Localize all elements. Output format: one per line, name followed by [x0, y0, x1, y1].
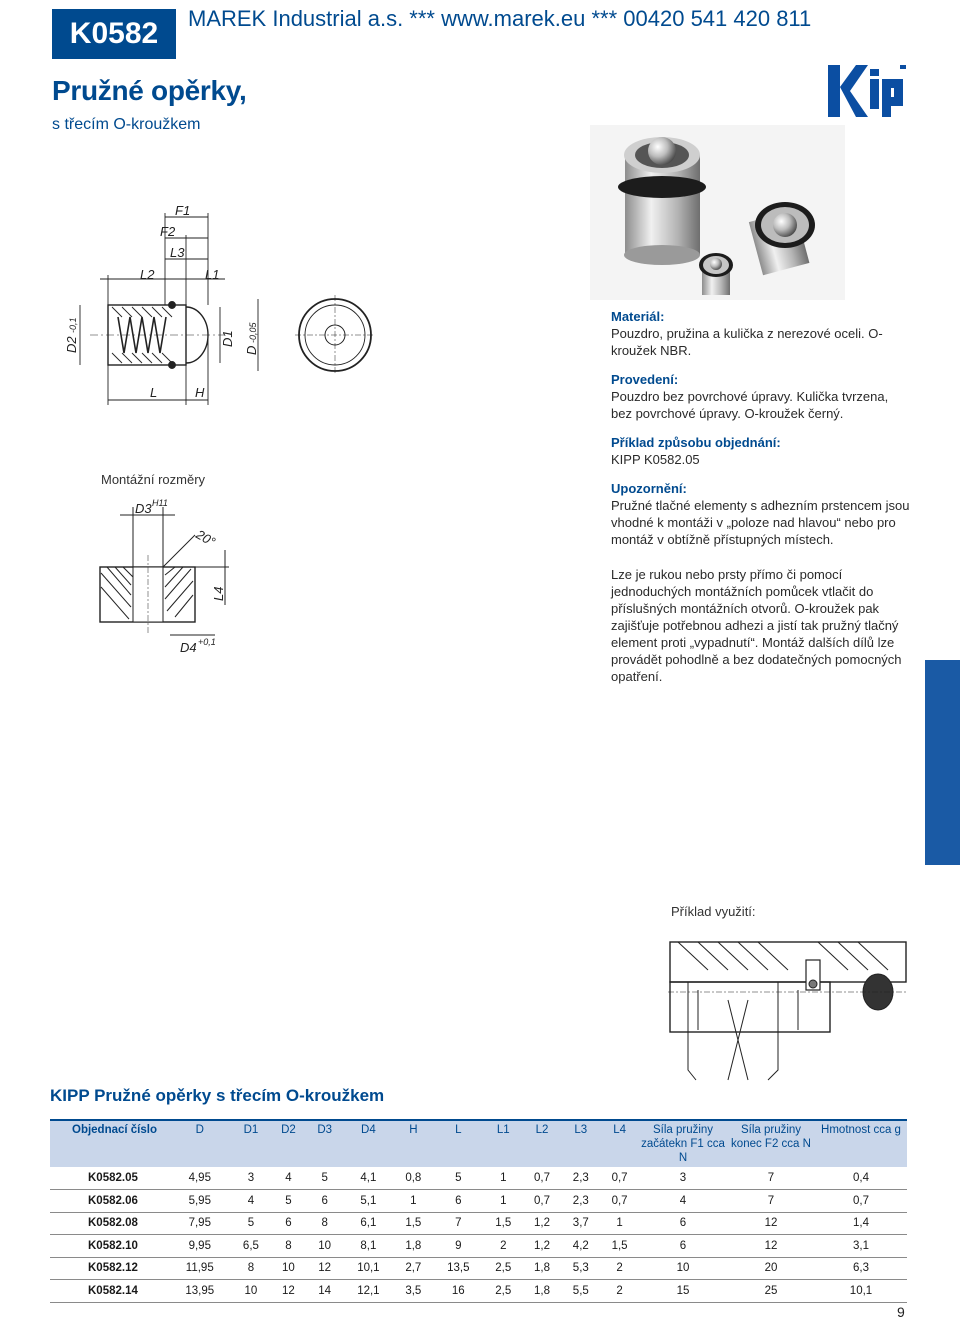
table-title [50, 1086, 384, 1106]
table-cell: 12 [307, 1257, 343, 1280]
table-cell: 2,3 [561, 1190, 600, 1213]
design-text: Pouzdro bez povrchové úpravy. Kulička tvrzena, bez povrchové úpravy. O-kroužek černý. [611, 389, 889, 421]
table-cell: 5,1 [343, 1190, 394, 1213]
table-cell: 6 [433, 1190, 484, 1213]
order-number-cell: K0582.08 [50, 1212, 168, 1235]
table-cell: 3,1 [815, 1235, 907, 1258]
col-header-order: Objednací číslo [72, 1124, 157, 1136]
page-title: Pružné opěrky, [52, 75, 247, 106]
table-cell: 6,1 [343, 1212, 394, 1235]
table-cell: 1,4 [815, 1212, 907, 1235]
label-l: L [150, 385, 158, 400]
table-row [50, 1212, 907, 1235]
table-cell: 6 [639, 1235, 727, 1258]
assembly-paragraph: Lze je rukou nebo prsty přímo či pomocí jednoduchých montážních pomůcek vtlačit do příslušných montážních otvorů. O-kroužek pak zajišťuje potřebnou adhezi a jistí tak pružný tlačný element proti „vypadnutí“. Montáž dalších dílů lze provádět pohodlně a bez dodatečných pomocných opatření. [611, 567, 902, 684]
label-d3-tol: H11 [152, 498, 168, 508]
table-cell: 1 [600, 1212, 639, 1235]
table-cell: 1,8 [394, 1235, 433, 1258]
table-cell: 5,3 [561, 1257, 600, 1280]
material-text: Pouzdro, pružina a kulička z nerezové oceli. O-kroužek NBR. [611, 326, 883, 358]
table-cell: 20 [727, 1257, 815, 1280]
table-cell: 15 [639, 1280, 727, 1303]
order-number-cell: K0582.12 [50, 1257, 168, 1280]
table-cell: 11,95 [168, 1257, 232, 1280]
table-cell: 8 [232, 1257, 271, 1280]
col-header-d2: D2 [281, 1124, 296, 1136]
table-cell: 3,7 [561, 1212, 600, 1235]
label-f2: F2 [160, 224, 176, 239]
company-banner: MAREK Industrial a.s. *** www.marek.eu *** 00420 541 420 811 [188, 6, 812, 31]
table-row [50, 1190, 907, 1213]
order-heading: Příklad způsobu objednání: [611, 435, 781, 450]
label-l2: L2 [140, 267, 155, 282]
usage-example-label: Příklad využití: [671, 904, 756, 919]
table-cell: 9,95 [168, 1235, 232, 1258]
table-cell: 4,2 [561, 1235, 600, 1258]
col-header-l: L [455, 1124, 462, 1136]
label-h: H [195, 385, 205, 400]
front-view-drawing [295, 295, 385, 380]
table-cell: 0,7 [600, 1190, 639, 1213]
label-f1: F1 [175, 203, 191, 218]
label-d2-tol: -0,1 [68, 317, 78, 333]
page-subtitle: s třecím O-kroužkem [52, 116, 201, 133]
table-cell: 12,1 [343, 1280, 394, 1303]
label-l1: L1 [205, 267, 220, 282]
table-cell: 6,3 [815, 1257, 907, 1280]
col-header-l1: L1 [496, 1124, 510, 1136]
table-cell: 7 [727, 1167, 815, 1190]
sidebar-marker [925, 660, 960, 865]
order-number-cell: K0582.10 [50, 1235, 168, 1258]
table-cell: 2 [484, 1235, 523, 1258]
table-cell: 2 [600, 1280, 639, 1303]
table-cell: 4 [639, 1190, 727, 1213]
table-cell: 1 [484, 1190, 523, 1213]
table-cell: 1,5 [600, 1235, 639, 1258]
order-number-cell: K0582.14 [50, 1280, 168, 1303]
table-cell: 5 [232, 1212, 271, 1235]
table-cell: 3 [639, 1167, 727, 1190]
table-cell: 5,95 [168, 1190, 232, 1213]
table-cell: 25 [727, 1280, 815, 1303]
label-d4-tol: +0,1 [198, 637, 216, 647]
table-cell: 3 [232, 1167, 271, 1190]
table-cell: 7 [727, 1190, 815, 1213]
mounting-dimensions-label: Montážní rozměry [101, 472, 206, 487]
table-cell: 0,8 [394, 1167, 433, 1190]
table-cell: 6,5 [232, 1235, 271, 1258]
label-d1: D1 [220, 330, 235, 347]
order-number-cell: K0582.06 [50, 1190, 168, 1213]
table-cell: 1,8 [523, 1257, 562, 1280]
table-cell: 2,5 [484, 1280, 523, 1303]
col-header-d3: D3 [317, 1124, 333, 1136]
table-cell: 1,5 [484, 1212, 523, 1235]
table-cell: 10,1 [815, 1280, 907, 1303]
col-header-d4: D4 [361, 1124, 376, 1136]
table-cell: 4,1 [343, 1167, 394, 1190]
page-header [0, 0, 960, 62]
section-drawing [60, 195, 290, 410]
order-number-cell: K0582.05 [50, 1167, 168, 1190]
table-cell: 5 [270, 1190, 306, 1213]
table-cell: 6 [270, 1212, 306, 1235]
table-row [50, 1167, 907, 1190]
table-cell: 0,7 [523, 1190, 562, 1213]
table-cell: 1 [484, 1167, 523, 1190]
spec-table [50, 1119, 907, 1303]
page-number: 9 [897, 1304, 905, 1320]
col-header-l3: L3 [574, 1124, 588, 1136]
col-header-force-start: Síla pružiny začátekn F1 cca N [641, 1124, 725, 1164]
table-cell: 0,4 [815, 1167, 907, 1190]
table-cell: 5 [307, 1167, 343, 1190]
table-cell: 7,95 [168, 1212, 232, 1235]
table-row [50, 1280, 907, 1303]
product-info [611, 308, 911, 697]
table-cell: 8 [270, 1235, 306, 1258]
table-cell: 1 [394, 1190, 433, 1213]
table-cell: 13,5 [433, 1257, 484, 1280]
usage-example-drawing [668, 940, 908, 1085]
table-cell: 2 [600, 1257, 639, 1280]
table-cell: 10 [270, 1257, 306, 1280]
product-photo [590, 125, 845, 300]
col-header-l4: L4 [613, 1124, 626, 1136]
table-cell: 4,95 [168, 1167, 232, 1190]
table-cell: 1,2 [523, 1235, 562, 1258]
table-cell: 16 [433, 1280, 484, 1303]
table-cell: 4 [270, 1167, 306, 1190]
table-cell: 1,8 [523, 1280, 562, 1303]
table-cell: 0,7 [600, 1167, 639, 1190]
mounting-hole-drawing [95, 495, 255, 660]
col-header-force-end: Síla pružiny konec F2 cca N [731, 1124, 811, 1150]
table-cell: 14 [307, 1280, 343, 1303]
col-header-h: H [409, 1124, 418, 1136]
col-header-weight: Hmotnost cca g [821, 1124, 901, 1136]
label-d3: D3 [135, 501, 152, 516]
table-cell: 5,5 [561, 1280, 600, 1303]
table-cell: 0,7 [815, 1190, 907, 1213]
table-title-text: Pružné opěrky s třecím O-kroužkem [89, 1086, 385, 1105]
table-cell: 9 [433, 1235, 484, 1258]
design-heading: Provedení: [611, 372, 679, 387]
table-header-row [50, 1120, 907, 1167]
kipp-logo [822, 57, 910, 123]
note-text: Pružné tlačné elementy s adhezním prstencem jsou vhodné k montáži v „poloze nad hlavou“ nebo pro montáž v obtížně přístupných místech. [611, 498, 910, 547]
table-cell: 2,5 [484, 1257, 523, 1280]
table-cell: 12 [270, 1280, 306, 1303]
table-cell: 8 [307, 1212, 343, 1235]
table-cell: 10 [307, 1235, 343, 1258]
table-cell: 2,7 [394, 1257, 433, 1280]
label-d2: D2 [64, 336, 79, 353]
table-cell: 1,2 [523, 1212, 562, 1235]
table-cell: 10 [639, 1257, 727, 1280]
note-heading: Upozornění: [611, 481, 687, 496]
table-cell: 2,3 [561, 1167, 600, 1190]
table-cell: 6 [307, 1190, 343, 1213]
product-code-badge: K0582 [52, 9, 176, 59]
table-cell: 12 [727, 1235, 815, 1258]
label-angle: 20° [193, 526, 219, 550]
table-cell: 5 [433, 1167, 484, 1190]
label-l4: L4 [211, 586, 226, 601]
material-heading: Materiál: [611, 309, 665, 324]
table-row [50, 1235, 907, 1258]
table-cell: 8,1 [343, 1235, 394, 1258]
table-cell: 0,7 [523, 1167, 562, 1190]
table-cell: 6 [639, 1212, 727, 1235]
table-cell: 1,5 [394, 1212, 433, 1235]
table-title-brand: KIPP [50, 1086, 90, 1105]
table-cell: 4 [232, 1190, 271, 1213]
col-header-d: D [195, 1124, 204, 1136]
table-cell: 13,95 [168, 1280, 232, 1303]
label-l3: L3 [170, 245, 185, 260]
col-header-l2: L2 [535, 1124, 549, 1136]
table-cell: 7 [433, 1212, 484, 1235]
label-d-tol: -0,05 [248, 322, 258, 343]
col-header-d1: D1 [243, 1124, 259, 1136]
table-row [50, 1257, 907, 1280]
table-cell: 12 [727, 1212, 815, 1235]
label-d: D [244, 345, 259, 355]
label-d4: D4 [180, 640, 197, 655]
table-cell: 10 [232, 1280, 271, 1303]
table-cell: 3,5 [394, 1280, 433, 1303]
order-text: KIPP K0582.05 [611, 452, 700, 467]
table-cell: 10,1 [343, 1257, 394, 1280]
